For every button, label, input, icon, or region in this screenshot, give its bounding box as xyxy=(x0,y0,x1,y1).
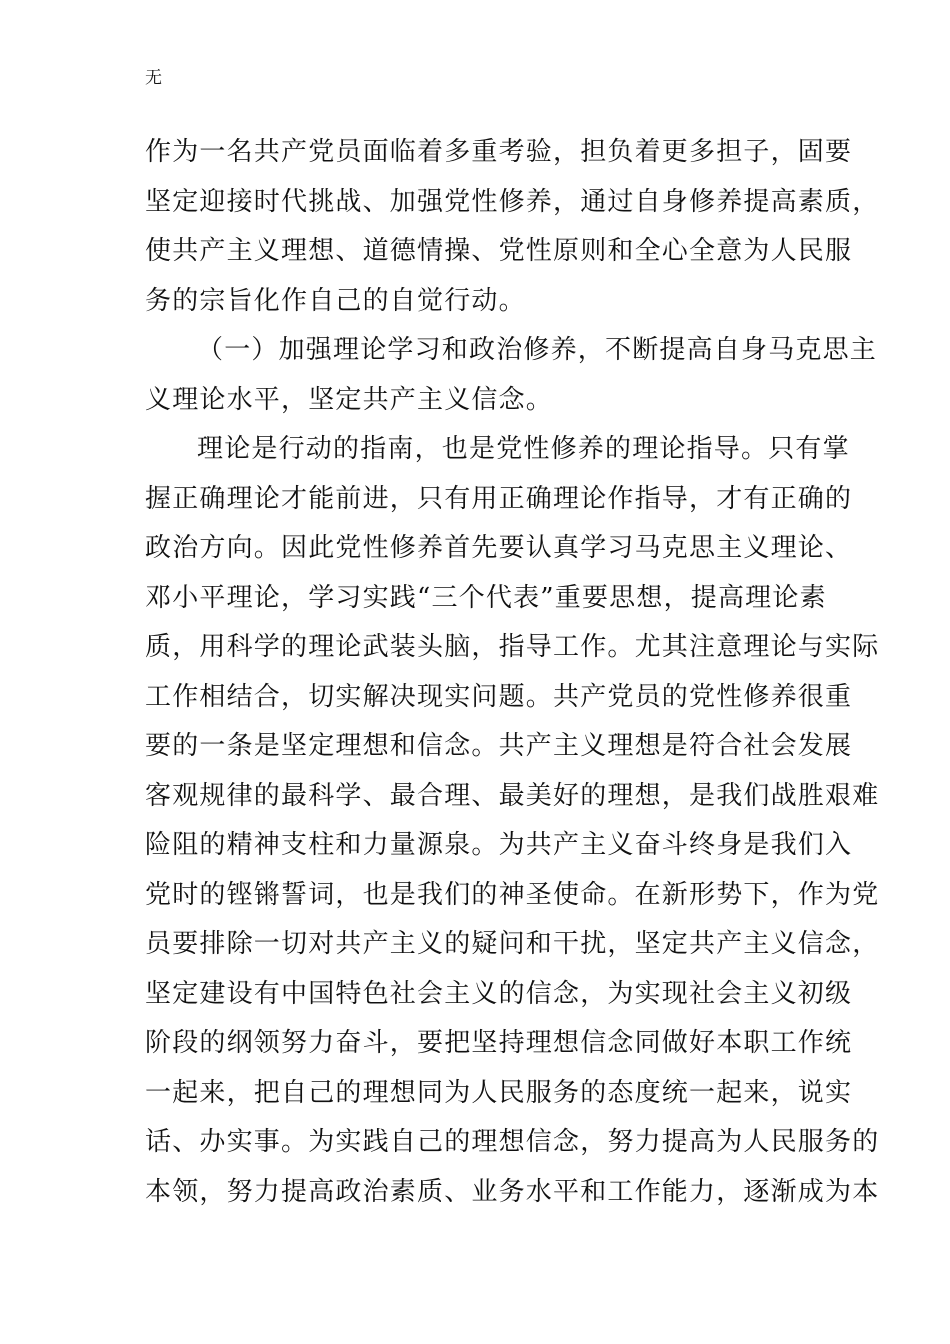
body-line: 阶段的纲领努力奋斗，要把坚持理想信念同做好本职工作统 xyxy=(145,1028,853,1058)
body-line: 握正确理论才能前进，只有用正确理论作指导，才有正确的 xyxy=(145,483,853,514)
body-line: 党时的铿锵誓词，也是我们的神圣使命。在新形势下，作为党 xyxy=(145,879,880,910)
body-line: 本领，努力提高政治素质、业务水平和工作能力，逐渐成为本 xyxy=(145,1176,880,1207)
body-line: 理论是行动的指南，也是党性修养的理论指导。只有掌 xyxy=(197,434,850,464)
body-line: 质，用科学的理论武装头脑，指导工作。尤其注意理论与实际 xyxy=(145,632,880,662)
body-line: 话、办实事。为实践自己的理想信念，努力提高为人民服务的 xyxy=(145,1127,880,1157)
section-heading-line: （一）加强理论学习和政治修养，不断提高自身马克思主 xyxy=(197,335,878,365)
body-line: 政治方向。因此党性修养首先要认真学习马克思主义理论、 xyxy=(145,533,853,563)
body-line: 邓小平理论，学习实践“三个代表”重要思想，提高理论素 xyxy=(145,582,827,613)
body-line: 使共产主义理想、道德情操、党性原则和全心全意为人民服 xyxy=(145,236,853,266)
body-line: 作为一名共产党员面临着多重考验，担负着更多担子，固要 xyxy=(145,137,853,167)
body-line: 员要排除一切对共产主义的疑问和干扰，坚定共产主义信念， xyxy=(145,929,880,959)
section-heading-line: 义理论水平，坚定共产主义信念。 xyxy=(145,384,554,415)
body-line: 坚定建设有中国特色社会主义的信念，为实现社会主义初级 xyxy=(145,978,853,1009)
body-line: 客观规律的最科学、最合理、最美好的理想，是我们战胜艰难 xyxy=(145,780,880,811)
body-line: 要的一条是坚定理想和信念。共产主义理想是符合社会发展 xyxy=(145,731,853,761)
body-line: 险阻的精神支柱和力量源泉。为共产主义奋斗终身是我们入 xyxy=(145,830,853,860)
body-line: 工作相结合，切实解决现实问题。共产党员的党性修养很重 xyxy=(145,681,853,712)
body-line: 一起来，把自己的理想同为人民服务的态度统一起来，说实 xyxy=(145,1077,853,1108)
body-line: 坚定迎接时代挑战、加强党性修养，通过自身修养提高素质， xyxy=(145,186,880,217)
page-header: 无 xyxy=(145,68,162,88)
document-body xyxy=(145,128,880,1217)
body-line: 务的宗旨化作自己的自觉行动。 xyxy=(145,285,526,316)
